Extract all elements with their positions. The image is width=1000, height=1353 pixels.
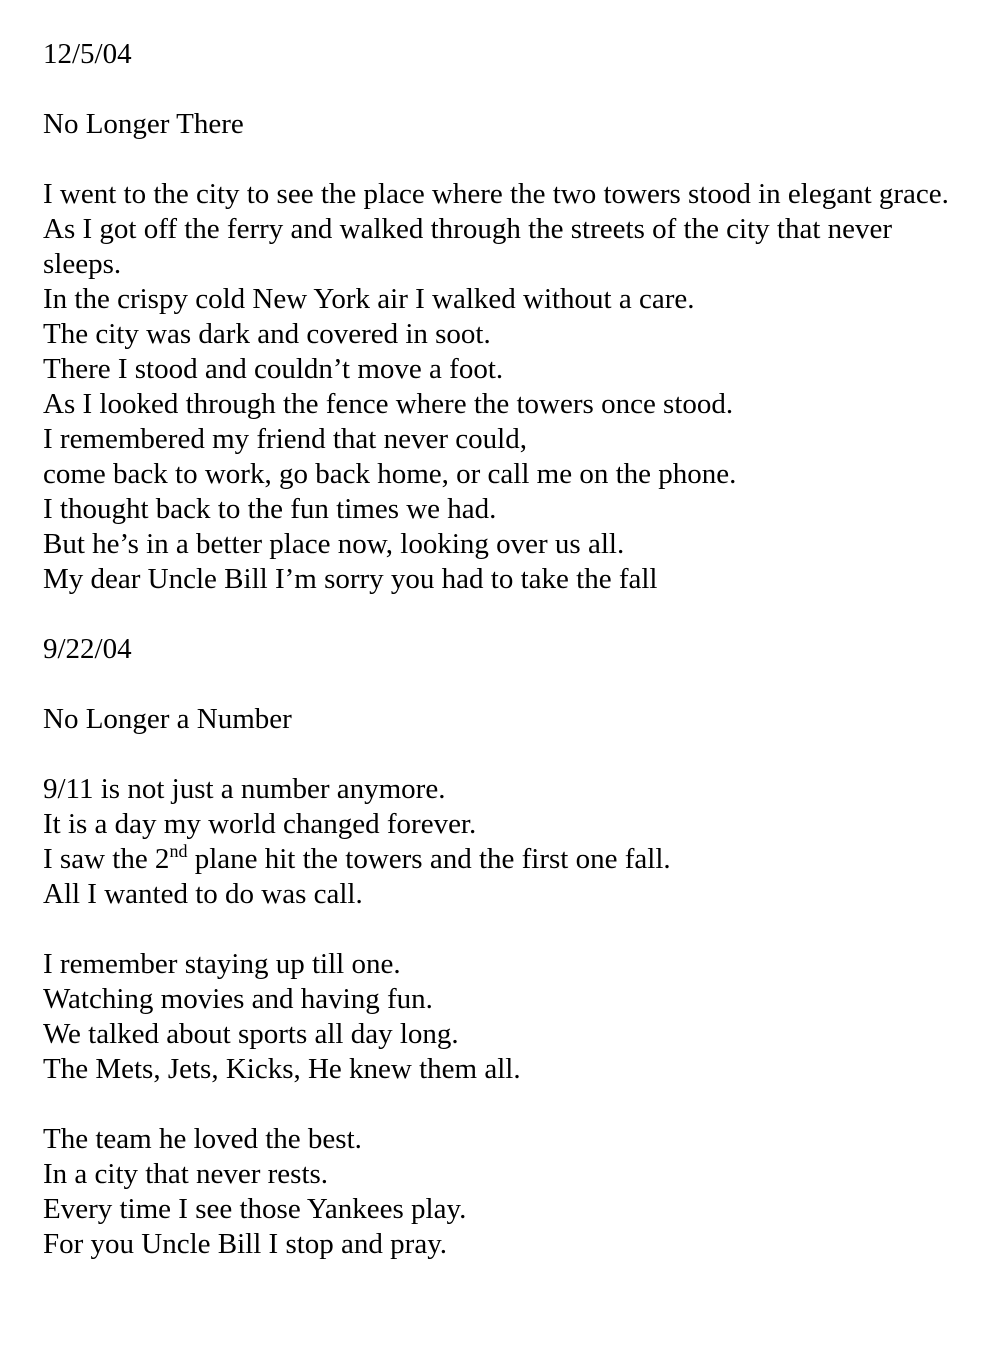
poem1-line: As I got off the ferry and walked through the streets of the city that never sleeps. [43, 213, 900, 280]
blank-line [43, 142, 973, 177]
poem1-line: My dear Uncle Bill I’m sorry you had to take the fall [43, 563, 658, 595]
poem1-line: I remembered my friend that never could, [43, 423, 527, 455]
poem2-line: Watching movies and having fun. [43, 983, 433, 1015]
blank-line [43, 1087, 973, 1122]
poem2-line: We talked about sports all day long. [43, 1018, 459, 1050]
poem2-line: It is a day my world changed forever. [43, 808, 477, 840]
poem2-line: Every time I see those Yankees play. [43, 1193, 467, 1225]
poem2-date: 9/22/04 [43, 633, 132, 665]
poem2-line: The team he loved the best. [43, 1123, 362, 1155]
blank-line [43, 737, 973, 772]
poem2-line: For you Uncle Bill I stop and pray. [43, 1228, 448, 1260]
poem2-line: I remember staying up till one. [43, 948, 401, 980]
document-page [43, 37, 973, 1262]
poem1-line: I thought back to the fun times we had. [43, 493, 497, 525]
blank-line [43, 667, 973, 702]
poem1-line: But he’s in a better place now, looking over us all. [43, 528, 625, 560]
poem1-date: 12/5/04 [43, 38, 132, 70]
poem2-title: No Longer a Number [43, 703, 292, 735]
poem2-line-superscript [43, 842, 973, 877]
poem1-line: There I stood and couldn’t move a foot. [43, 353, 504, 385]
blank-line [43, 597, 973, 632]
poem1-line: I went to the city to see the place where the two towers stood in elegant grace. [43, 178, 949, 210]
blank-line [43, 912, 973, 947]
poem1-title: No Longer There [43, 108, 244, 140]
poem2-line: The Mets, Jets, Kicks, He knew them all. [43, 1053, 521, 1085]
line-text-before: I saw the 2 [43, 843, 170, 875]
poem1-line: In the crispy cold New York air I walked without a care. [43, 283, 695, 315]
poem2-line: All I wanted to do was call. [43, 878, 363, 910]
poem1-line: come back to work, go back home, or call me on the phone. [43, 458, 737, 490]
blank-line [43, 72, 973, 107]
poem2-line: In a city that never rests. [43, 1158, 329, 1190]
poem1-line: The city was dark and covered in soot. [43, 318, 491, 350]
line-text-after: plane hit the towers and the first one fall. [187, 843, 671, 875]
poem2-line: 9/11 is not just a number anymore. [43, 773, 446, 805]
poem1-line: As I looked through the fence where the towers once stood. [43, 388, 734, 420]
ordinal-superscript: nd [169, 841, 188, 861]
